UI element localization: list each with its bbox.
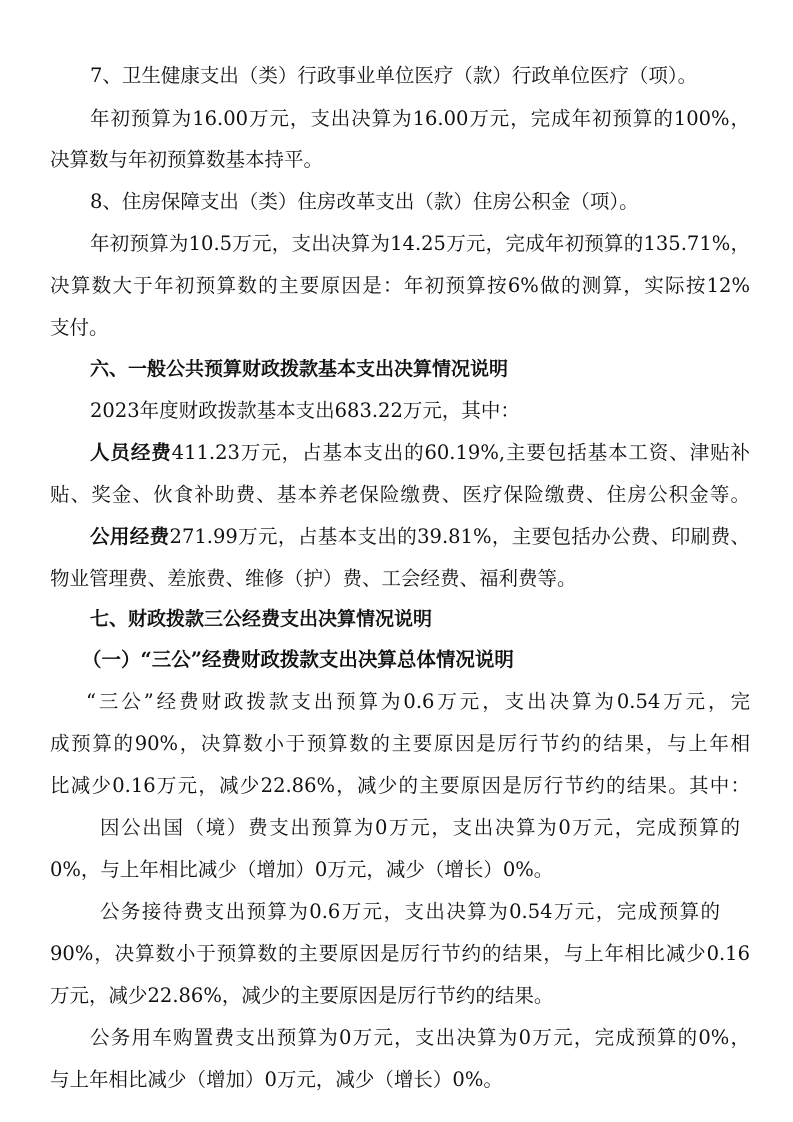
- public-expense-text: 271.99万元，占基本支出的39.81%，主要包括办公费、印刷费、: [169, 525, 750, 548]
- public-expense-label: 公用经费: [90, 525, 170, 548]
- text-line: 决算数与年初预算数基本持平。: [50, 148, 324, 171]
- text-line: 公务接待费支出预算为0.6万元，支出决算为0.54万元，完成预算的: [100, 900, 720, 923]
- text-line: 与上年相比减少（增加）0万元，减少（增长）0%。: [50, 1068, 503, 1091]
- public-expense-line: [90, 517, 750, 557]
- subsection-heading-1: （一）“三公”经费财政拨款支出决算总体情况说明: [82, 648, 514, 671]
- text-line: 公务用车购置费支出预算为0万元，支出决算为0万元，完成预算的0%，: [90, 1026, 750, 1049]
- text-line: 年初预算为16.00万元，支出决算为16.00万元，完成年初预算的100%，: [90, 107, 750, 130]
- text-line: 物业管理费、差旅费、维修（护）费、工会经费、福利费等。: [50, 567, 577, 590]
- text-line: 比减少0.16万元，减少22.86%，减少的主要原因是厉行节约的结果。其中：: [50, 774, 750, 797]
- text-line: 决算数大于年初预算数的主要原因是：年初预算按6%做的测算，实际按12%: [50, 274, 750, 297]
- text-line: 2023年度财政拨款基本支出683.22万元，其中：: [90, 399, 520, 422]
- text-line: 贴、奖金、伙食补助费、基本养老保险缴费、医疗保险缴费、住房公积金等。: [50, 483, 750, 506]
- text-line: 年初预算为10.5万元，支出决算为14.25万元，完成年初预算的135.71%，: [90, 232, 750, 255]
- text-line: 因公出国（境）费支出预算为0万元，支出决算为0万元，完成预算的: [100, 816, 740, 839]
- personnel-expense-line: [90, 433, 750, 473]
- text-line: 万元，减少22.86%，减少的主要原因是厉行节约的结果。: [50, 984, 554, 1007]
- personnel-expense-text: 411.23万元，占基本支出的60.19%,主要包括基本工资、津贴补: [171, 441, 750, 464]
- text-line: 0%，与上年相比减少（增加）0万元，减少（增长）0%。: [50, 858, 554, 881]
- text-line: 90%，决算数小于预算数的主要原因是厉行节约的结果，与上年相比减少0.16: [50, 942, 750, 965]
- section-heading-6: 六、一般公共预算财政拨款基本支出决算情况说明: [90, 358, 509, 380]
- text-line: 成预算的90%，决算数小于预算数的主要原因是厉行节约的结果，与上年相: [50, 732, 750, 755]
- personnel-expense-label: 人员经费: [90, 441, 172, 464]
- section-heading-7: 七、财政拨款三公经费支出决算情况说明: [90, 608, 433, 630]
- text-line: 支付。: [50, 316, 109, 339]
- para-item-7-heading: 7、卫生健康支出（类）行政事业单位医疗（款）行政单位医疗（项）。: [90, 64, 698, 87]
- text-line: “三公”经费财政拨款支出预算为0.6万元，支出决算为0.54万元，完: [86, 690, 750, 713]
- para-item-8-heading: 8、住房保障支出（类）住房改革支出（款）住房公积金（项）。: [90, 190, 639, 213]
